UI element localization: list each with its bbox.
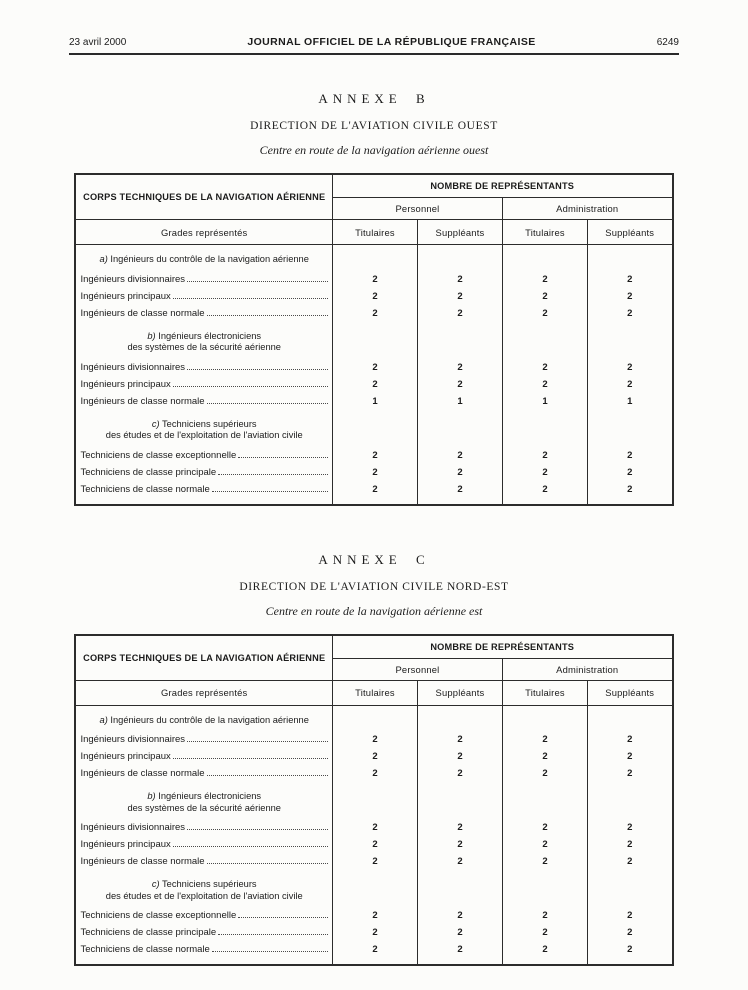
table-row xyxy=(75,836,672,853)
col-header-titulaires-administration: Titulaires xyxy=(502,680,587,705)
centre-subtitle: Centre en route de la navigation aérienne ouest xyxy=(259,143,489,157)
grade-label-cell: Ingénieurs principaux xyxy=(75,748,332,765)
value-cell: 2 xyxy=(587,447,672,464)
table-row xyxy=(75,288,672,305)
dot-leader xyxy=(238,917,328,918)
grade-label-cell: Ingénieurs de classe normale xyxy=(75,305,332,322)
col-header-suppleants-administration: Suppléants xyxy=(587,680,672,705)
dot-leader xyxy=(187,369,328,370)
value-cell: 2 xyxy=(417,376,502,393)
value-cell: 2 xyxy=(417,907,502,924)
value-cell: 2 xyxy=(332,924,417,941)
grade-label-cell: Ingénieurs divisionnaires xyxy=(75,731,332,748)
corner-header: CORPS TECHNIQUES DE LA NAVIGATION AÉRIENNE xyxy=(75,635,332,681)
value-cell: 2 xyxy=(502,765,587,782)
table-row xyxy=(75,819,672,836)
annexe-title: ANNEXE B xyxy=(318,91,430,106)
table-row xyxy=(75,907,672,924)
col-header-titulaires-personnel: Titulaires xyxy=(332,680,417,705)
table-row xyxy=(75,305,672,322)
grade-label-cell: Ingénieurs principaux xyxy=(75,376,332,393)
value-cell: 2 xyxy=(417,836,502,853)
running-head xyxy=(69,0,679,48)
value-cell: 2 xyxy=(587,907,672,924)
table-bottom-spacer xyxy=(75,958,672,965)
page-number: 6249 xyxy=(656,37,679,48)
value-cell: 2 xyxy=(587,376,672,393)
value-cell: 2 xyxy=(587,359,672,376)
table-row xyxy=(75,359,672,376)
dot-leader xyxy=(173,758,328,759)
value-cell: 2 xyxy=(502,819,587,836)
annexe-b-table xyxy=(74,173,673,506)
dot-leader xyxy=(207,863,328,864)
value-cell: 2 xyxy=(502,288,587,305)
annexe-b-heading xyxy=(69,91,679,158)
value-cell: 2 xyxy=(587,836,672,853)
subgroup-personnel: Personnel xyxy=(332,658,502,680)
value-cell: 2 xyxy=(332,907,417,924)
subgroup-administration: Administration xyxy=(502,658,672,680)
grade-label-cell: Techniciens de classe normale xyxy=(75,941,332,958)
section-letter: c) xyxy=(151,418,160,429)
section-heading: c) Techniciens supérieurs des études et de l'exploitation de l'aviation civile xyxy=(105,879,303,901)
table-header xyxy=(75,174,672,245)
value-cell: 2 xyxy=(587,765,672,782)
value-cell: 2 xyxy=(587,288,672,305)
section-heading-row xyxy=(75,782,672,819)
value-cell: 2 xyxy=(417,271,502,288)
value-cell: 2 xyxy=(332,731,417,748)
dot-leader xyxy=(173,386,328,387)
grade-label-cell: Ingénieurs principaux xyxy=(75,836,332,853)
section-letter: a) xyxy=(99,714,108,725)
section-heading-row xyxy=(75,870,672,907)
value-cell: 2 xyxy=(502,748,587,765)
grade-label-cell: Ingénieurs divisionnaires xyxy=(75,819,332,836)
dot-leader xyxy=(212,491,328,492)
value-cell: 1 xyxy=(502,393,587,410)
dot-leader xyxy=(207,775,328,776)
grade-label-cell: Techniciens de classe principale xyxy=(75,924,332,941)
grades-header: Grades représentés xyxy=(75,680,332,705)
annexe-c-heading xyxy=(69,552,679,619)
dot-leader xyxy=(187,741,328,742)
table-row xyxy=(75,464,672,481)
section-heading: b) Ingénieurs électroniciens des systèmes de la sécurité aérienne xyxy=(127,330,281,352)
value-cell: 2 xyxy=(417,748,502,765)
value-cell: 2 xyxy=(332,481,417,498)
dot-leader xyxy=(238,457,328,458)
grades-header: Grades représentés xyxy=(75,220,332,245)
value-cell: 2 xyxy=(332,305,417,322)
table-row xyxy=(75,271,672,288)
table-row xyxy=(75,447,672,464)
value-cell: 2 xyxy=(587,819,672,836)
col-header-titulaires-administration: Titulaires xyxy=(502,220,587,245)
value-cell: 2 xyxy=(417,447,502,464)
value-cell: 2 xyxy=(332,941,417,958)
section-heading: c) Techniciens supérieurs des études et de l'exploitation de l'aviation civile xyxy=(105,418,303,440)
value-cell: 2 xyxy=(587,924,672,941)
value-cell: 2 xyxy=(417,481,502,498)
value-cell: 2 xyxy=(417,288,502,305)
value-cell: 2 xyxy=(587,853,672,870)
issue-date: 23 avril 2000 xyxy=(69,37,127,48)
value-cell: 2 xyxy=(332,819,417,836)
dot-leader xyxy=(218,474,328,475)
col-header-suppleants-administration: Suppléants xyxy=(587,220,672,245)
value-cell: 2 xyxy=(417,765,502,782)
section-heading-row xyxy=(75,410,672,447)
table-row xyxy=(75,393,672,410)
group-header: NOMBRE DE REPRÉSENTANTS xyxy=(332,635,672,659)
value-cell: 2 xyxy=(502,376,587,393)
table-row xyxy=(75,765,672,782)
value-cell: 2 xyxy=(587,748,672,765)
grade-label-cell: Techniciens de classe exceptionnelle xyxy=(75,907,332,924)
grade-label-cell: Ingénieurs principaux xyxy=(75,288,332,305)
dot-leader xyxy=(218,934,328,935)
value-cell: 2 xyxy=(417,305,502,322)
value-cell: 2 xyxy=(502,464,587,481)
value-cell: 2 xyxy=(502,359,587,376)
value-cell: 1 xyxy=(417,393,502,410)
section-letter: a) xyxy=(99,254,108,264)
value-cell: 2 xyxy=(332,748,417,765)
table-row xyxy=(75,941,672,958)
col-header-suppleants-personnel: Suppléants xyxy=(417,220,502,245)
value-cell: 2 xyxy=(332,464,417,481)
value-cell: 2 xyxy=(502,941,587,958)
section-letter: b) xyxy=(147,330,156,341)
dot-leader xyxy=(207,403,328,404)
value-cell: 2 xyxy=(417,464,502,481)
dot-leader xyxy=(173,298,328,299)
value-cell: 2 xyxy=(332,376,417,393)
value-cell: 2 xyxy=(587,464,672,481)
dot-leader xyxy=(187,829,328,830)
dot-leader xyxy=(187,281,328,282)
value-cell: 2 xyxy=(332,765,417,782)
value-cell: 2 xyxy=(417,819,502,836)
grade-label-cell: Ingénieurs de classe normale xyxy=(75,765,332,782)
value-cell: 2 xyxy=(332,359,417,376)
value-cell: 2 xyxy=(502,271,587,288)
dot-leader xyxy=(173,846,328,847)
grade-label-cell: Ingénieurs de classe normale xyxy=(75,853,332,870)
table-row xyxy=(75,481,672,498)
value-cell: 2 xyxy=(417,941,502,958)
section-heading-row xyxy=(75,245,672,271)
value-cell: 2 xyxy=(332,271,417,288)
section-heading: a) Ingénieurs du contrôle de la navigation aérienne xyxy=(99,254,309,264)
table-row xyxy=(75,924,672,941)
table-bottom-spacer xyxy=(75,498,672,505)
table-header xyxy=(75,635,672,706)
value-cell: 2 xyxy=(502,481,587,498)
journal-title: JOURNAL OFFICIEL DE LA RÉPUBLIQUE FRANÇAISE xyxy=(247,36,536,48)
page-content xyxy=(69,0,679,966)
table-row xyxy=(75,376,672,393)
section-letter: b) xyxy=(147,791,156,801)
grade-label-cell: Ingénieurs divisionnaires xyxy=(75,359,332,376)
value-cell: 2 xyxy=(587,941,672,958)
value-cell: 2 xyxy=(587,731,672,748)
value-cell: 1 xyxy=(332,393,417,410)
col-header-suppleants-personnel: Suppléants xyxy=(417,680,502,705)
value-cell: 2 xyxy=(502,447,587,464)
value-cell: 2 xyxy=(332,288,417,305)
group-header: NOMBRE DE REPRÉSENTANTS xyxy=(332,174,672,198)
value-cell: 2 xyxy=(502,853,587,870)
subgroup-personnel: Personnel xyxy=(332,198,502,220)
centre-subtitle: Centre en route de la navigation aérienne est xyxy=(265,603,483,618)
section-heading-row xyxy=(75,705,672,731)
direction-title: DIRECTION DE L'AVIATION CIVILE OUEST xyxy=(250,120,498,132)
corner-header: CORPS TECHNIQUES DE LA NAVIGATION AÉRIENNE xyxy=(75,174,332,220)
grade-label-cell: Techniciens de classe exceptionnelle xyxy=(75,447,332,464)
grade-label-cell: Techniciens de classe principale xyxy=(75,464,332,481)
section-heading: b) Ingénieurs électroniciens des systèmes de la sécurité aérienne xyxy=(127,791,281,813)
section-heading-row xyxy=(75,322,672,359)
dot-leader xyxy=(212,951,328,952)
grade-label-cell: Ingénieurs de classe normale xyxy=(75,393,332,410)
grade-label-cell: Ingénieurs divisionnaires xyxy=(75,271,332,288)
value-cell: 2 xyxy=(332,853,417,870)
header-rule xyxy=(69,53,679,55)
value-cell: 2 xyxy=(587,305,672,322)
direction-title: DIRECTION DE L'AVIATION CIVILE NORD-EST xyxy=(239,580,509,593)
value-cell: 2 xyxy=(417,731,502,748)
value-cell: 2 xyxy=(502,907,587,924)
table-row xyxy=(75,731,672,748)
col-header-titulaires-personnel: Titulaires xyxy=(332,220,417,245)
grade-label-cell: Techniciens de classe normale xyxy=(75,481,332,498)
value-cell: 1 xyxy=(587,393,672,410)
value-cell: 2 xyxy=(502,305,587,322)
annexe-title: ANNEXE C xyxy=(318,551,430,567)
table-row xyxy=(75,748,672,765)
value-cell: 2 xyxy=(332,447,417,464)
value-cell: 2 xyxy=(417,853,502,870)
value-cell: 2 xyxy=(332,836,417,853)
value-cell: 2 xyxy=(417,359,502,376)
value-cell: 2 xyxy=(587,271,672,288)
value-cell: 2 xyxy=(417,924,502,941)
dot-leader xyxy=(207,315,328,316)
value-cell: 2 xyxy=(502,731,587,748)
value-cell: 2 xyxy=(502,924,587,941)
section-letter: c) xyxy=(151,879,160,889)
subgroup-administration: Administration xyxy=(502,198,672,220)
value-cell: 2 xyxy=(587,481,672,498)
section-heading: a) Ingénieurs du contrôle de la navigation aérienne xyxy=(99,714,309,725)
value-cell: 2 xyxy=(502,836,587,853)
annexe-c-table xyxy=(74,634,673,967)
table-row xyxy=(75,853,672,870)
